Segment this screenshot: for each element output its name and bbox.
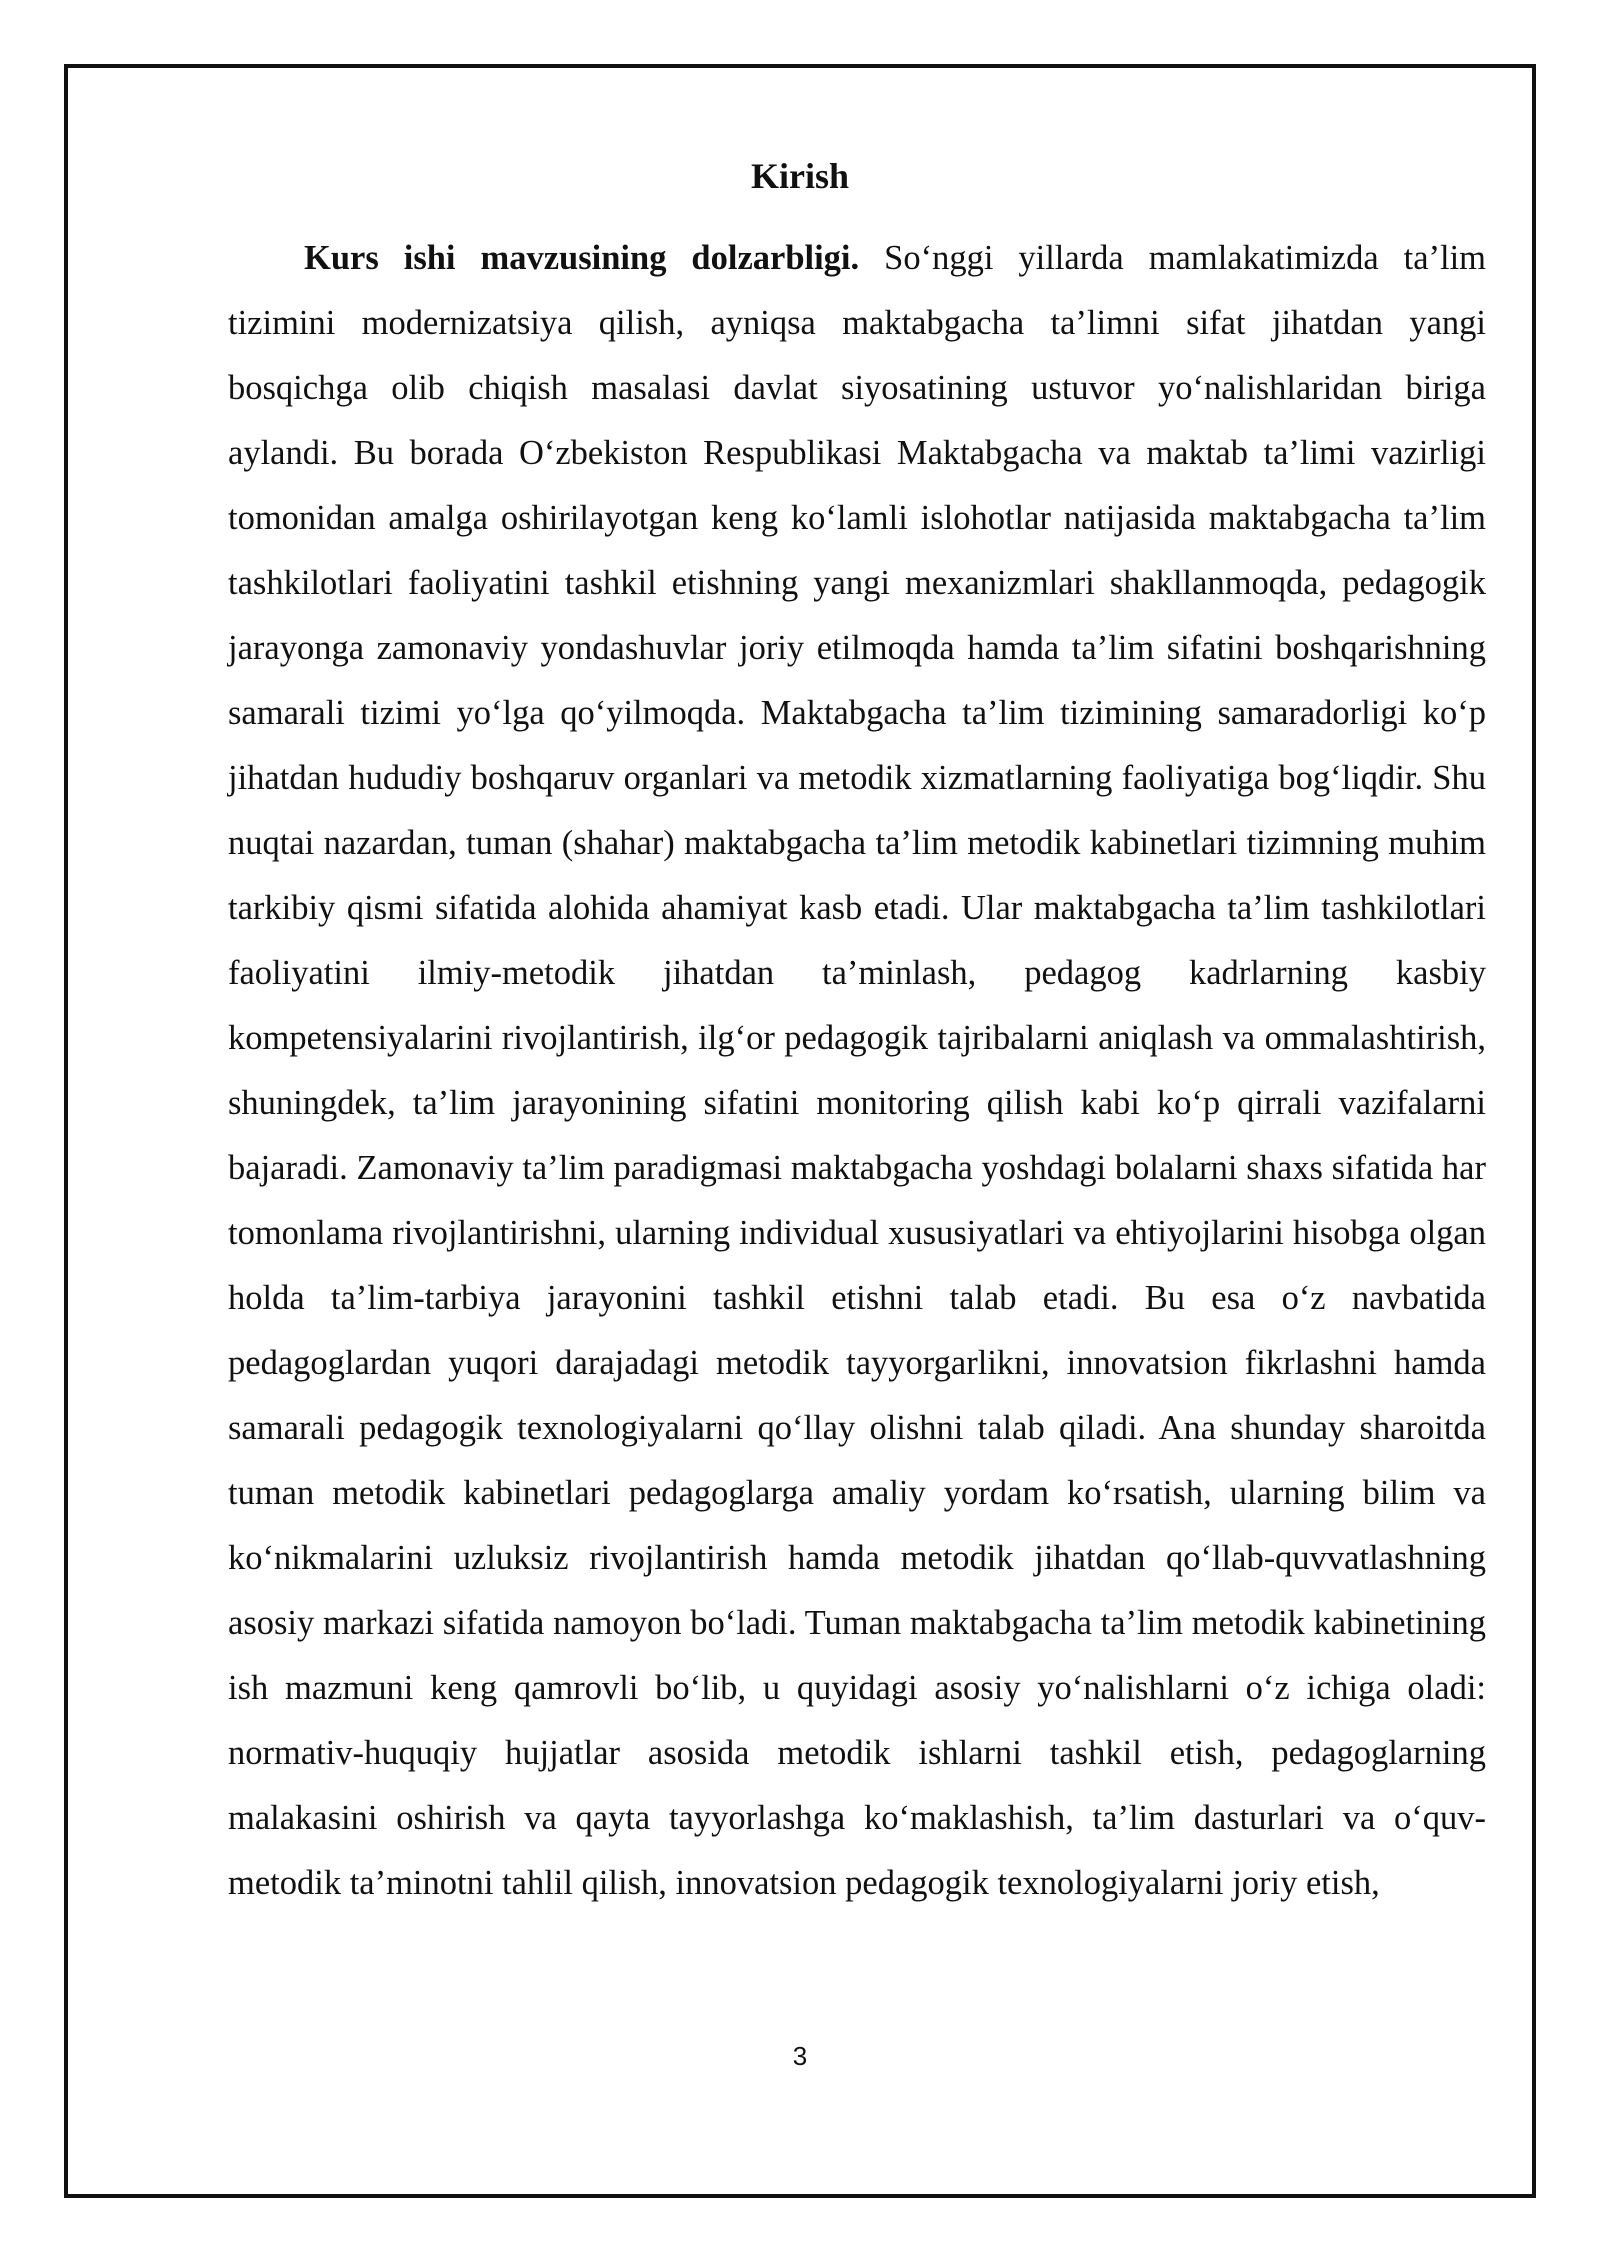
section-heading: Kirish [750,156,849,196]
paragraph-text: So‘nggi yillarda mamlakatimizda ta’lim tizimini modernizatsiya qilish, ayniqsa maktabgacha ta’limni sifat jihatdan yangi bosqichga olib chiqish masalasi davlat siyosatining ustuvor yo‘nalishlaridan biriga aylandi. Bu borada O‘zbekiston Respublikasi Maktabgacha va maktab ta’limi vazirligi tomonidan amalga oshirilayotgan keng ko‘lamli islohotlar natijasida maktabgacha ta’lim tashkilotlari faoliyatini tashkil etishning yangi mexanizmlari shakllanmoqda, pedagogik jarayonga zamonaviy yondashuvlar joriy etilmoqda hamda ta’lim sifatini boshqarishning samarali tizimi yo‘lga qo‘yilmoqda. Maktabgacha ta’lim tizimining samaradorligi ko‘p jihatdan hududiy boshqaruv organlari va metodik xizmatlarning faoliyatiga bog‘liqdir. Shu nuqtai nazardan, tuman (shahar) maktabgacha ta’lim metodik kabinetlari tizimning muhim tarkibiy qismi sifatida alohida ahamiyat kasb etadi. Ular maktabgacha ta’lim tashkilotlari faoliyatini ilmiy-metodik jihatdan ta’minlash, pedagog kadrlarning kasbiy kompetensiyalarini rivojlantirish, ilg‘or pedagogik tajribalarni aniqlash va ommalashtirish, shuningdek, ta’lim jarayonining sifatini monitoring qilish kabi ko‘p qirrali vazifalarni bajaradi. Zamonaviy ta’lim paradigmasi maktabgacha yoshdagi bolalarni shaxs sifatida har tomonlama rivojlantirishni, ularning individual xususiyatlari va ehtiyojlarini hisobga olgan holda ta’lim-tarbiya jarayonini tashkil etishni talab etadi. Bu esa o‘z navbatida pedagoglardan yuqori darajadagi metodik tayyorgarlikni, innovatsion fikrlashni hamda samarali pedagogik texnologiyalarni qo‘llay olishni talab qiladi. Ana shunday sharoitda tuman metodik kabinetlari pedagoglarga amaliy yordam ko‘rsatish, ularning bilim va ko‘nikmalarini uzluksiz rivojlantirish hamda metodik jihatdan qo‘llab-quvvatlashning asosiy markazi sifatida namoyon bo‘ladi. Tuman maktabgacha ta’lim metodik kabinetining ish mazmuni keng qamrovli bo‘lib, u quyidagi asosiy yo‘nalishlarni o‘z ichiga oladi: normativ-huquqiy hujjatlar asosida metodik ishlarni tashkil etish, pedagoglarning malakasini oshirish va qayta tayyorlashga ko‘maklashish, ta’lim dasturlari va o‘quv-metodik ta’minotni tahlil qilish, innovatsion pedagogik texnologiyalarni joriy etish, [228,239,1487,1902]
paragraph-lead: Kurs ishi mavzusining dolzarbligi. [304,239,860,277]
body-paragraph [228,226,1486,1916]
page-number: 3 [792,2041,808,2071]
